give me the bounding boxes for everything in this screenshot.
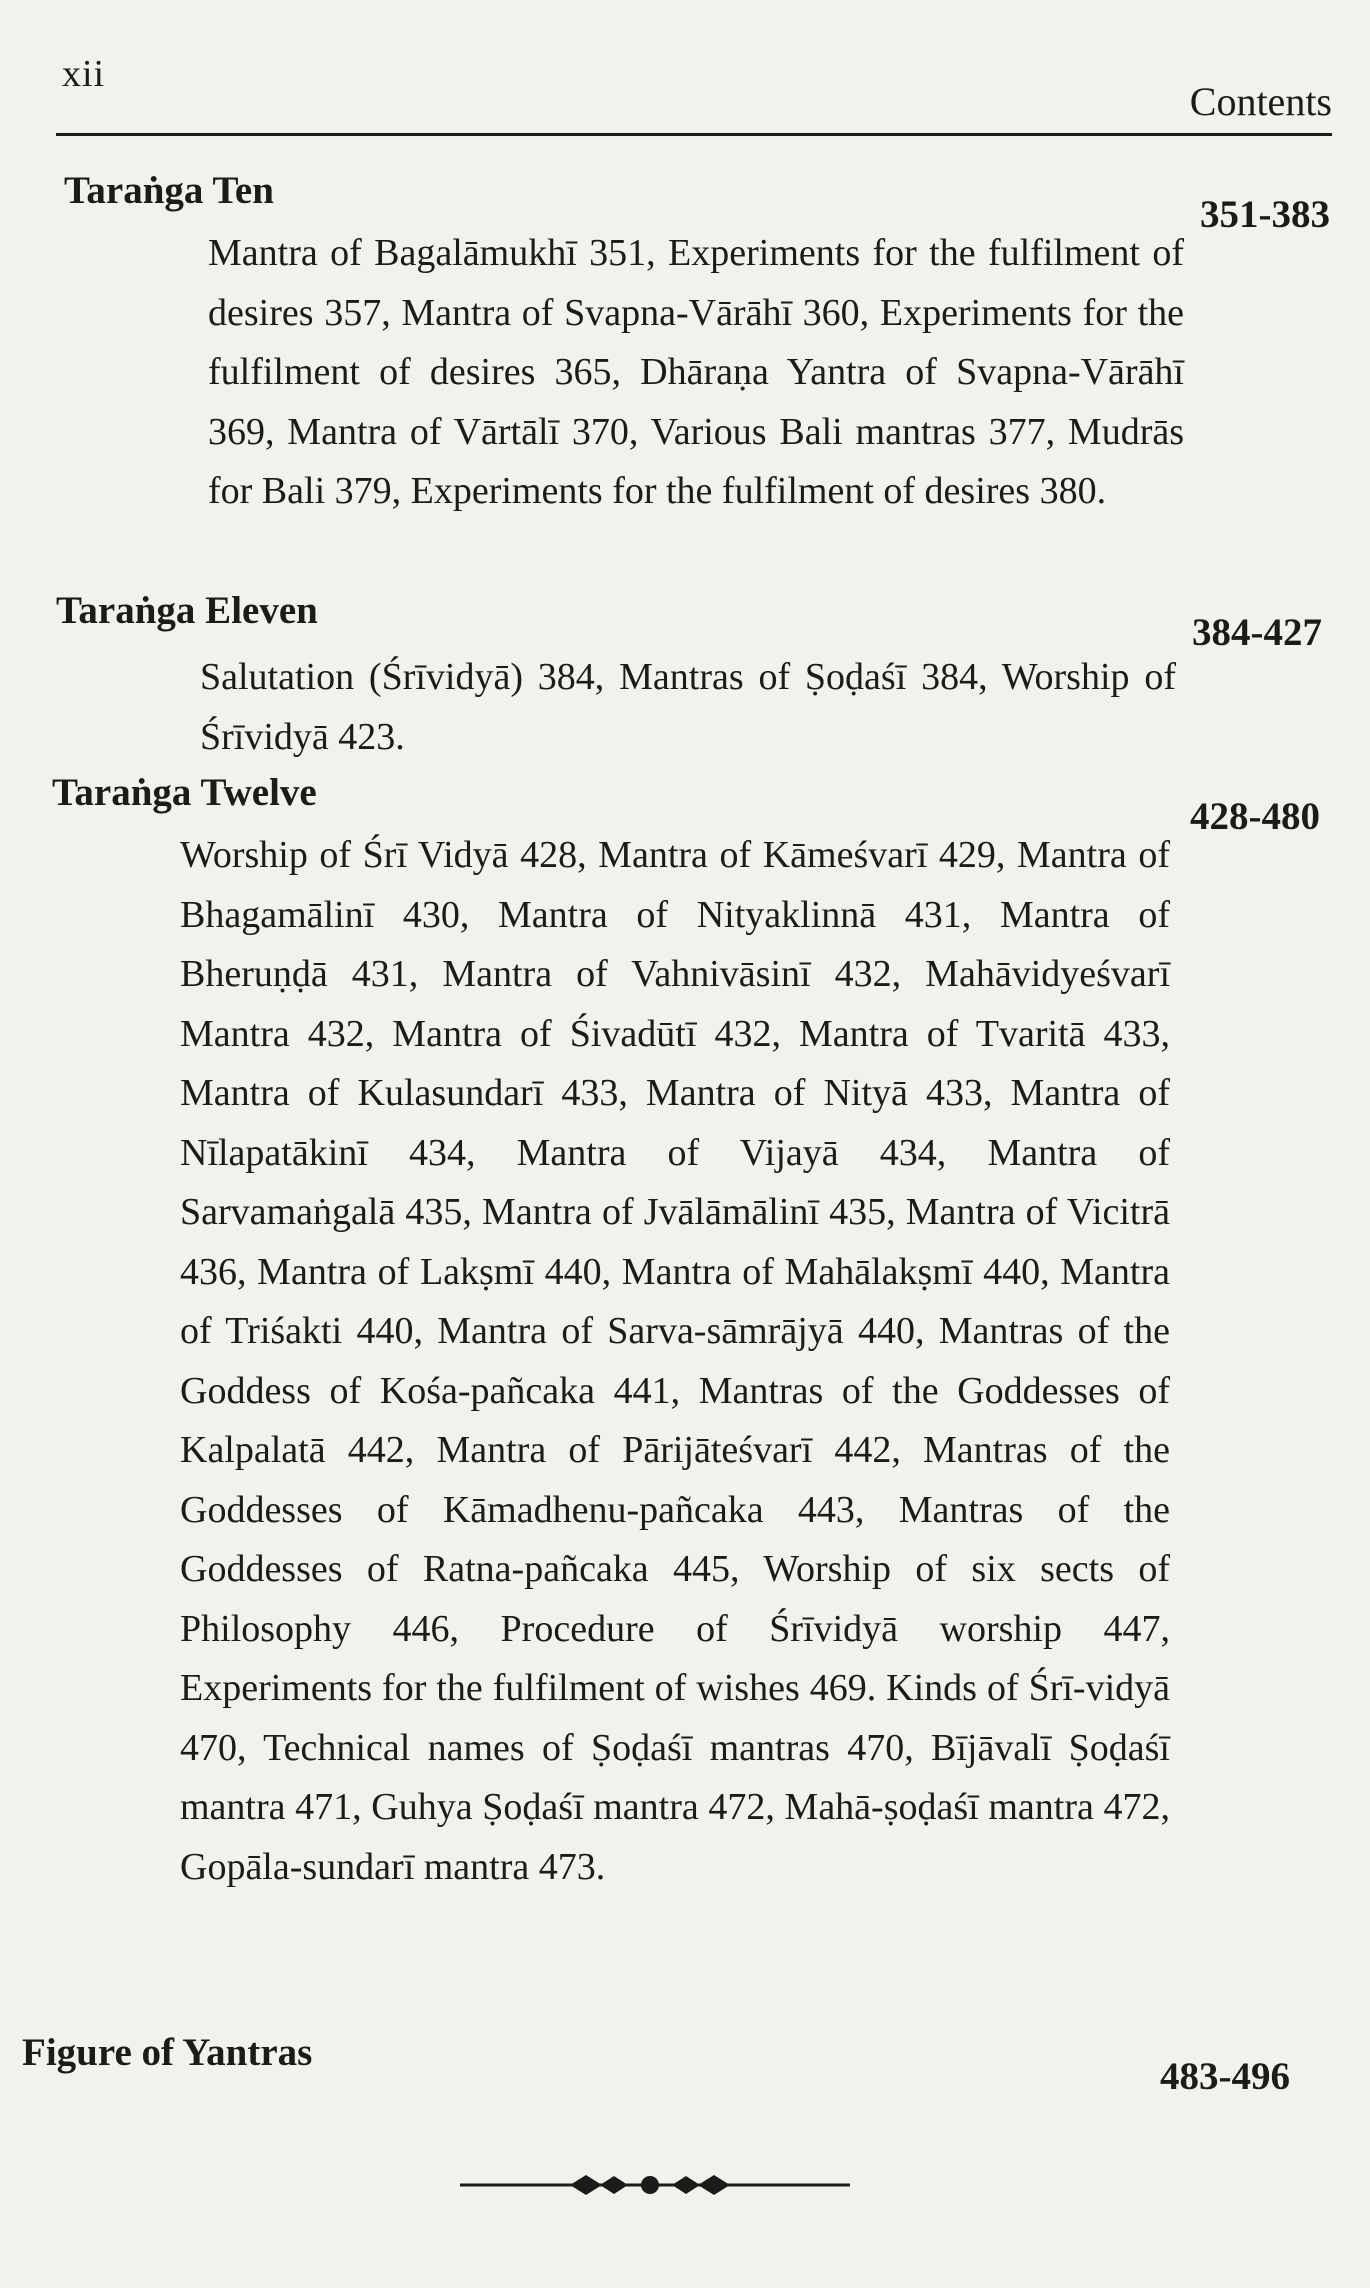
page-number: xii [62,53,106,95]
section-page-range: 428-480 [1190,795,1320,838]
section-entries: Salutation (Śrīvidyā) 384, Mantras of Ṣoḍaśī 384, Worship of Śrīvidyā 423. [200,656,1176,758]
section-title: Taraṅga Twelve [52,771,317,814]
section-page-range: 384-427 [1192,611,1322,654]
header-rule [56,133,1332,136]
section-entries: Mantra of Bagalāmukhī 351, Experiments for the fulfilment of desires 357, Mantra of Svapna-Vārāhī 360, Experiments for the fulfilment of desires 365, Dhāraṇa Yantra of Svapna-Vārāhī 369, Mantra of Vārtālī 370, Various Bali mantras 377, Mudrās for Bali 379, Experiments for the fulfilment of desires 380. [208,232,1184,512]
section-title: Taraṅga Eleven [56,589,318,632]
section-page-range: 351-383 [1200,193,1330,236]
section-page-range: 483-496 [1160,2055,1290,2098]
section-entries: Worship of Śrī Vidyā 428, Mantra of Kāmeśvarī 429, Mantra of Bhagamālinī 430, Mantra of Nityaklinnā 431, Mantra of Bheruṇḍā 431, Mantra of Vahnivāsinī 432, Mahāvidyeśvarī Mantra 432, Mantra of Śivadūtī 432, Mantra of Tvaritā 433, Mantra of Kulasundarī 433, Mantra of Nityā 433, Mantra of Nīlapatākinī 434, Mantra of Vijayā 434, Mantra of Sarvamaṅgalā 435, Mantra of Jvālāmālinī 435, Mantra of Vicitrā 436, Mantra of Lakṣmī 440, Mantra of Mahālakṣmī 440, Mantra of Triśakti 440, Mantra of Sarva-sāmrājyā 440, Mantras of the Goddess of Kośa-pañcaka 441, Mantras of the Goddesses of Kalpalatā 442, Mantra of Pārijāteśvarī 442, Mantras of the Goddesses of Kāmadhenu-pañcaka 443, Mantras of the Goddesses of Ratna-pañcaka 445, Worship of six sects of Philosophy 446, Procedure of Śrīvidyā worship 447, Experiments for the fulfilment of wishes 469. Kinds of Śrī-vidyā 470, Technical names of Ṣoḍaśī mantras 470, Bījāvalī Ṣoḍaśī mantra 471, Guhya Ṣoḍaśī mantra 472, Mahā-ṣoḍaśī mantra 472, Gopāla-sundarī mantra 473. [180,834,1170,1888]
end-ornament-icon [460,2170,850,2200]
running-head: Contents [1189,79,1332,124]
section-title: Figure of Yantras [22,2031,313,2074]
section-title: Taraṅga Ten [64,169,274,212]
